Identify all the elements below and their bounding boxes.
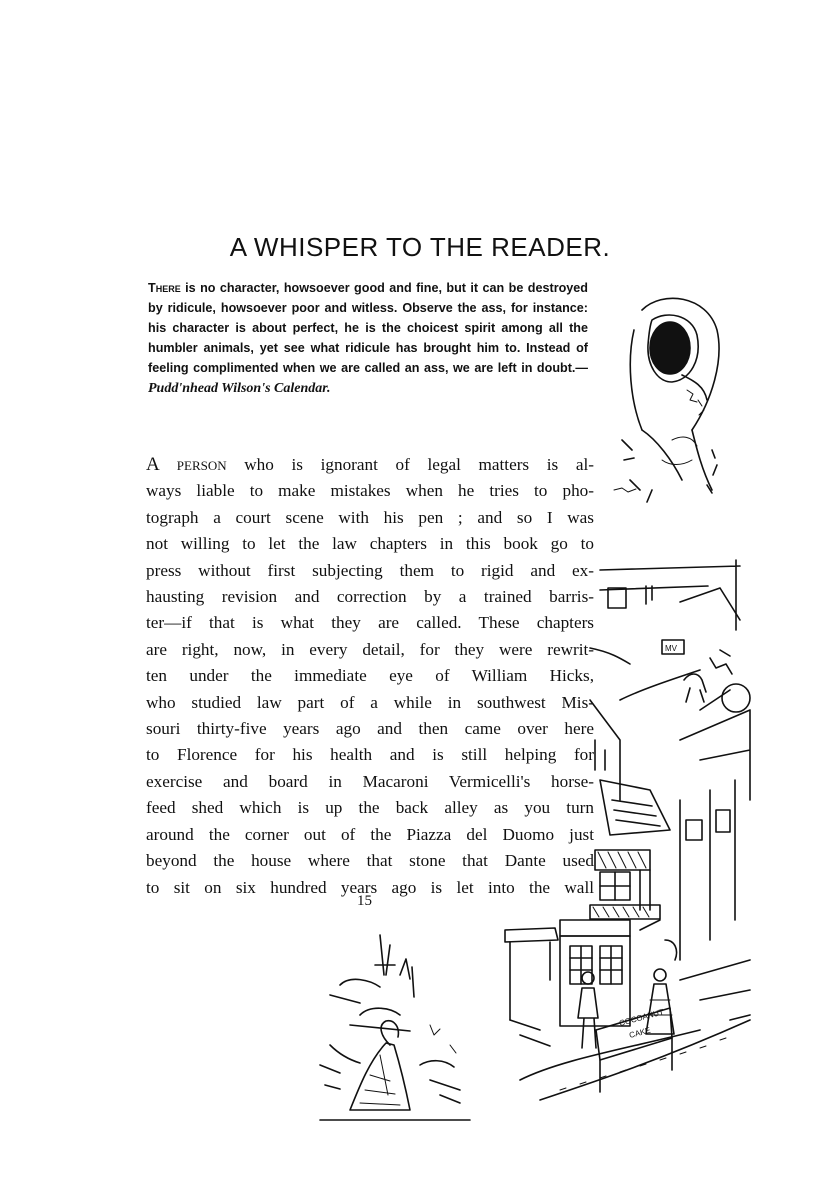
page-number: 15 bbox=[357, 893, 372, 909]
body-line: beyond the house where that stone that Dante used bbox=[146, 851, 594, 871]
body-line: who studied law part of a while in southwest Mis- bbox=[146, 692, 594, 712]
page-title: A WHISPER TO THE READER. bbox=[229, 232, 611, 262]
epigraph-text: is no character, howsoever good and fine, but it can be destroyed by ridicule, howsoever poor and witless. Observe the ass, for instance: his character is about perfect, he is the choicest spirit among all the humbler animals, yet see what ridicule has brought him to. Instead of feeling complimented when we are called an ass, we are left in doubt.— bbox=[148, 281, 588, 375]
body-line: A person who is ignorant of legal matters is al- bbox=[146, 454, 594, 475]
body-line: ways liable to make mistakes when he tries to pho- bbox=[146, 481, 594, 501]
body-line: are right, now, in every detail, for they were rewrit- bbox=[146, 639, 594, 659]
body-line: not willing to let the law chapters in this book go to bbox=[146, 534, 594, 554]
body-lead: A person bbox=[146, 454, 227, 475]
seated-figure-illustration bbox=[320, 925, 480, 1125]
body-line: ten under the immediate eye of William Hicks, bbox=[146, 666, 594, 686]
body-line: exercise and board in Macaroni Vermicelli's horse- bbox=[146, 771, 594, 791]
body-line: to Florence for his health and is still helping for bbox=[146, 745, 594, 765]
cart-sign-line-1: COCOANUT bbox=[618, 1007, 665, 1028]
body-line: around the corner out of the Piazza del Duomo just bbox=[146, 824, 594, 844]
epigraph bbox=[148, 278, 588, 399]
epigraph-source: Pudd'nhead Wilson's Calendar. bbox=[148, 381, 331, 396]
body-line: feed shed which is up the back alley as you turn bbox=[146, 798, 594, 818]
body-line: hausting revision and correction by a trained barris- bbox=[146, 587, 594, 607]
body-line: to sit on six hundred years ago is let into the wall bbox=[146, 877, 594, 897]
body-line: press without first subjecting them to rigid and ex- bbox=[146, 560, 594, 580]
street-sign: MV bbox=[665, 644, 677, 653]
body-line: tograph a court scene with his pen ; and so I was bbox=[146, 507, 594, 527]
epigraph-lead: There bbox=[148, 281, 181, 295]
street-scene-illustration bbox=[500, 560, 758, 1100]
cart-sign-line-2: CAKE bbox=[628, 1025, 652, 1040]
portrait-illustration bbox=[612, 290, 732, 510]
body-line: souri thirty-five years ago and then came over here bbox=[146, 719, 594, 739]
body-line: ter—if that is what they are called. These chapters bbox=[146, 613, 594, 633]
